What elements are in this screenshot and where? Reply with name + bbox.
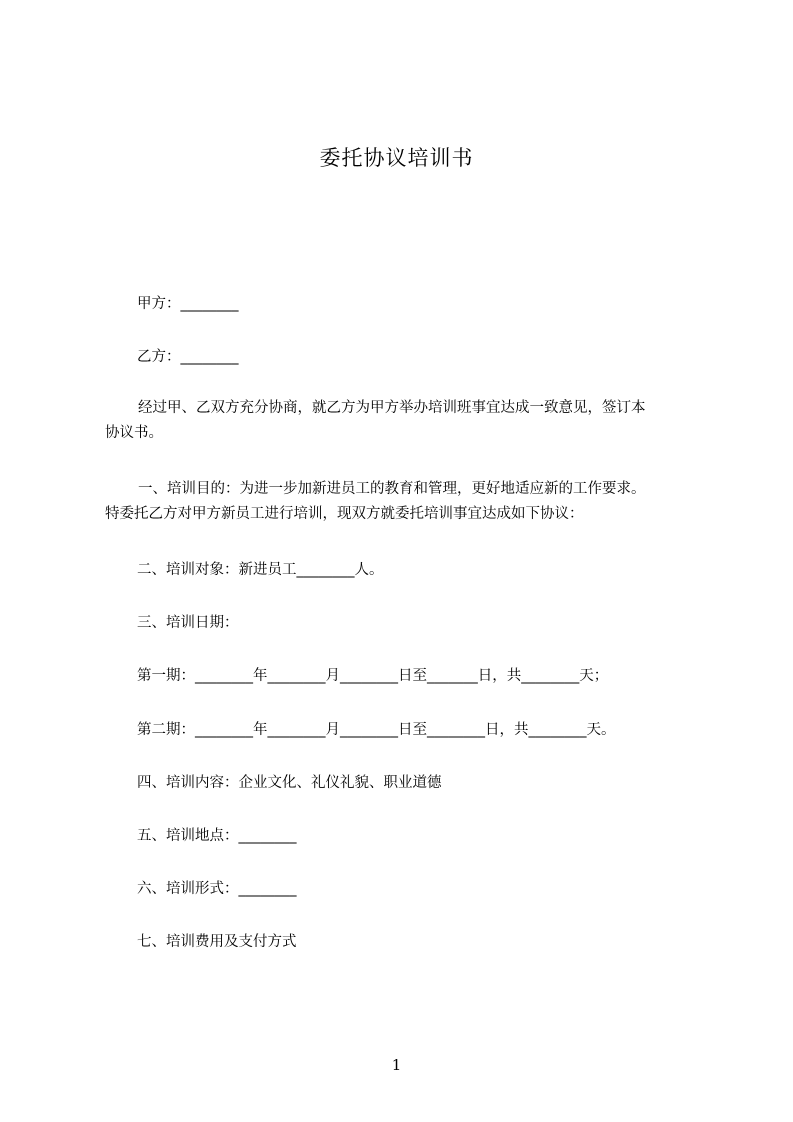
party-a-line: 甲方：________ xyxy=(137,296,239,312)
party-b-line: 乙方：________ xyxy=(137,349,239,365)
period-2-line: 第二期：________年________月________日至________日，共________天。 xyxy=(137,722,616,738)
section-4-line: 四、培训内容：企业文化、礼仪礼貌、职业道德 xyxy=(137,775,442,791)
intro-line-2: 协议书。 xyxy=(105,425,163,441)
section-3-line: 三、培训日期： xyxy=(137,615,239,631)
section-7-line: 七、培训费用及支付方式 xyxy=(137,934,297,950)
section-1-line-2: 特委托乙方对甲方新员工进行培训，现双方就委托培训事宜达成如下协议： xyxy=(105,506,584,522)
intro-line-1: 经过甲、乙双方充分协商，就乙方为甲方举办培训班事宜达成一致意见，签订本 xyxy=(138,400,646,416)
period-1-line: 第一期：________年________月________日至_______日，共________天； xyxy=(137,668,609,684)
section-2-line: 二、培训对象：新进员工________人。 xyxy=(137,562,384,578)
section-1-paragraph xyxy=(105,477,705,527)
section-6-line: 六、培训形式：________ xyxy=(137,881,297,897)
section-1-line-1: 一、培训目的：为进一步加新进员工的教育和管理，更好地适应新的工作要求。 xyxy=(138,481,646,497)
section-5-line: 五、培训地点：________ xyxy=(137,828,297,844)
document-title: 委托协议培训书 xyxy=(319,146,474,170)
page-number: 1 xyxy=(391,1056,402,1074)
intro-paragraph xyxy=(105,396,705,446)
